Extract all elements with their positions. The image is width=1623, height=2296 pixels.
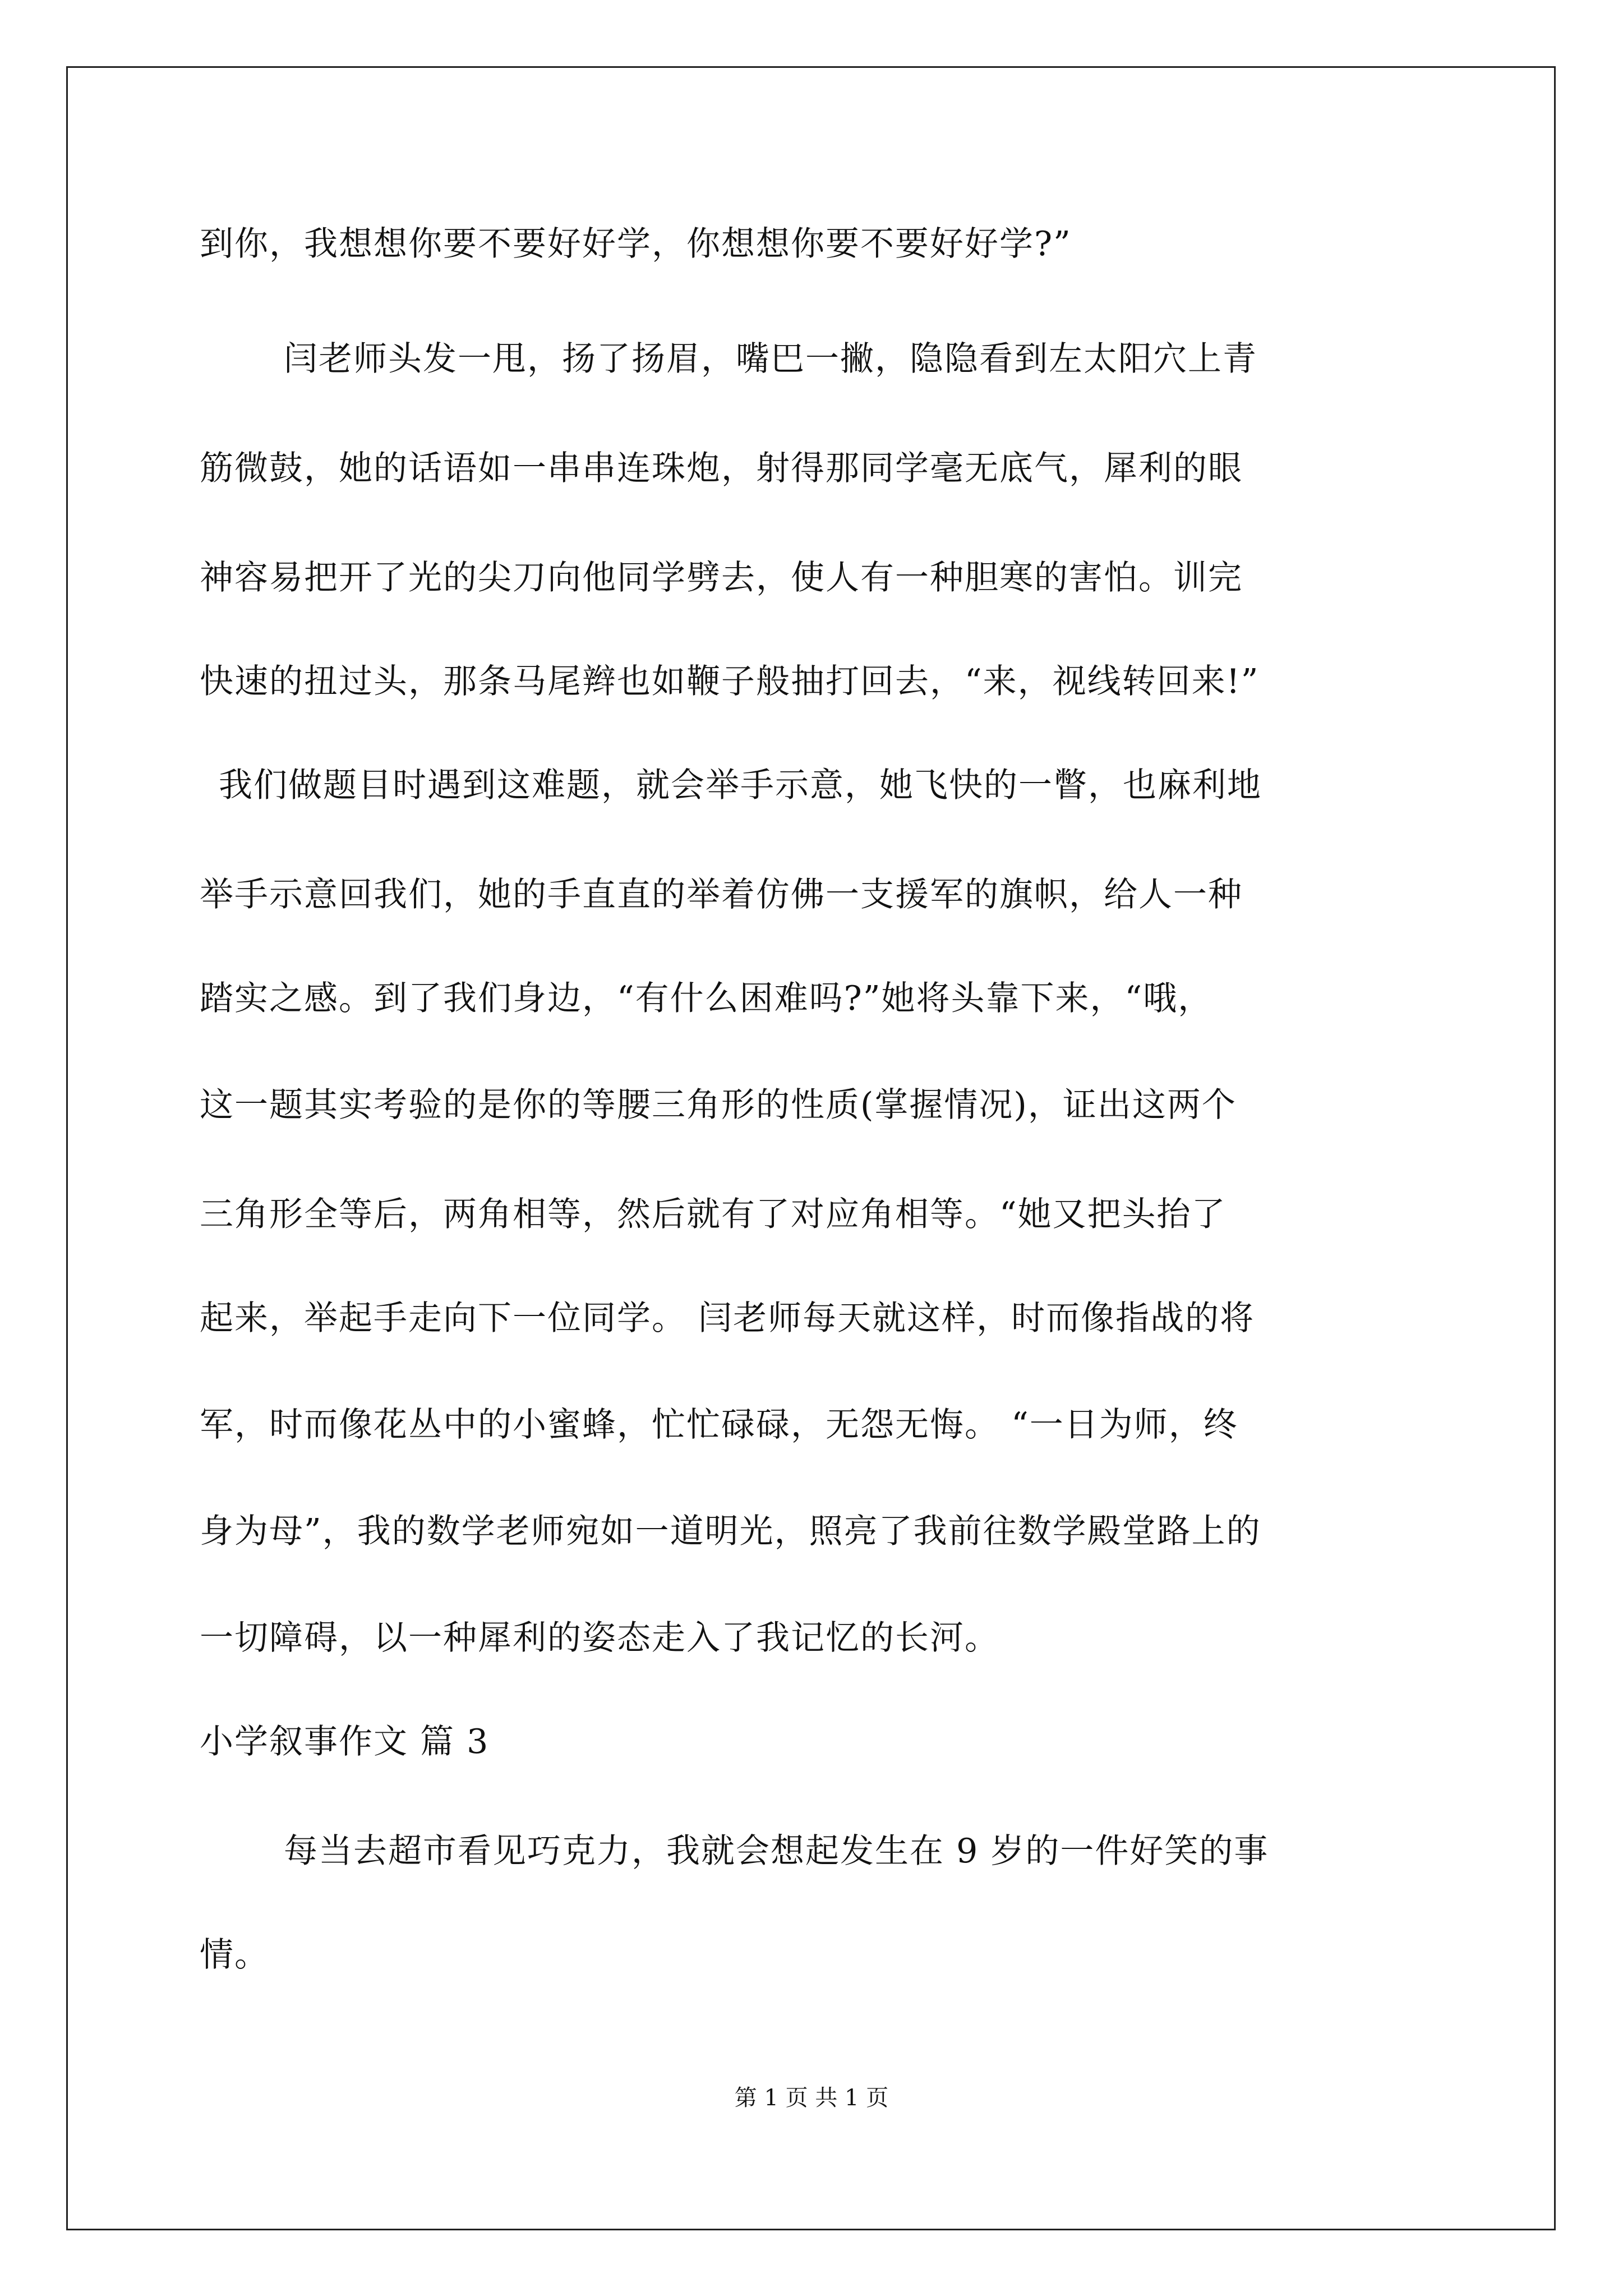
text-line: 一切障碍，以一种犀利的姿态走入了我记忆的长河。 bbox=[200, 1618, 999, 1658]
text-line: 起来，举起手走向下一位同学。 闫老师每天就这样，时而像指战的将 bbox=[200, 1299, 1255, 1338]
page-number-footer: 第 1 页 共 1 页 bbox=[734, 2085, 889, 2111]
paragraph-first-line: 闫老师头发一甩，扬了扬眉，嘴巴一撇，隐隐看到左太阳穴上青 bbox=[284, 339, 1257, 379]
page-border bbox=[66, 66, 1556, 2230]
text-line: 举手示意回我们，她的手直直的举着仿佛一支援军的旗帜，给人一种 bbox=[200, 875, 1243, 914]
text-line: 军，时而像花丛中的小蜜蜂，忙忙碌碌，无怨无悔。 “一日为师，终 bbox=[200, 1405, 1238, 1444]
paragraph-first-line: 每当去超市看见巧克力，我就会想起发生在 9 岁的一件好笑的事 bbox=[284, 1832, 1269, 1871]
text-line: 三角形全等后，两角相等，然后就有了对应角相等。“她又把头抬了 bbox=[200, 1195, 1227, 1234]
text-line: 踏实之感。到了我们身边，“有什么困难吗?”她将头靠下来，“哦， bbox=[200, 979, 1213, 1018]
section-heading: 小学叙事作文 篇 3 bbox=[200, 1722, 490, 1761]
text-line: 筋微鼓，她的话语如一串串连珠炮，射得那同学毫无底气，犀利的眼 bbox=[200, 449, 1243, 488]
text-line: 这一题其实考验的是你的等腰三角形的性质(掌握情况)，证出这两个 bbox=[200, 1085, 1237, 1125]
text-line: 到你，我想想你要不要好好学，你想想你要不要好好学?” bbox=[200, 224, 1072, 264]
text-line: 身为母”，我的数学老师宛如一道明光，照亮了我前往数学殿堂路上的 bbox=[200, 1512, 1261, 1551]
text-line: 情。 bbox=[200, 1935, 269, 1975]
text-line: 神容易把开了光的尖刀向他同学劈去，使人有一种胆寒的害怕。训完 bbox=[200, 558, 1243, 597]
text-line: 快速的扭过头，那条马尾辫也如鞭子般抽打回去，“来，视线转回来!” bbox=[200, 662, 1260, 701]
text-line: 我们做题目时遇到这难题，就会举手示意，她飞快的一瞥，也麻利地 bbox=[219, 766, 1262, 805]
